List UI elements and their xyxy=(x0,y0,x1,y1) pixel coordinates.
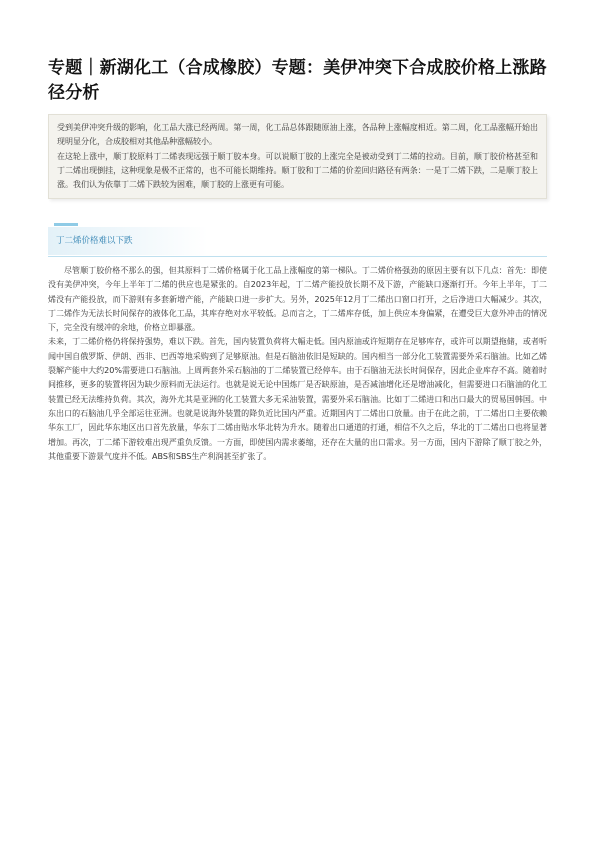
page-title: 专题｜新湖化工（合成橡胶）专题：美伊冲突下合成胶价格上涨路径分析 xyxy=(48,58,547,103)
summary-box xyxy=(48,114,547,199)
body-paragraph: 未来，丁二烯价格仍将保持强势，难以下跌。首先，国内装置负荷将大幅走低。国内原油或许短期存在足够库存，或许可以期望拖储，或者听闻中国自俄罗斯、伊朗、西非、巴西等地采购到了足够原油。但是石脑油依旧是短缺的。国内相当一部分化工装置需要外采石脑油。比如乙烯裂解产能中大约20%需要进口石脑油。上周两套外采石脑油的丁二烯装置已经停车。由于石脑油无法长时间保存，因此企业库存不高。随着时间推移，更多的装置将因为缺少原料而无法运行。也就是说无论中国炼厂是否缺原油，是否减油增化还是增油减化，但需要进口石脑油的化工装置已经无法维持负荷。其次，海外尤其是亚洲的化工装置大多无采油装置，需要外采石脑油。比如丁二烯进口和出口最大的贸易国韩国。中东出口的石脑油几乎全部运往亚洲。也就是说海外装置的降负近比国内严重。近期国内丁二烯出口放量。由于在此之前，丁二烯出口主要依赖华东工厂，因此华东地区出口首先放量，华东丁二烯由贴水华北转为升水。随着出口通道的打通，相信不久之后，华北的丁二烯出口也将显著增加。再次，丁二烯下游较难出现严重负反馈。一方面，即使国内需求萎缩，还存在大量的出口需求。另一方面，国内下游除了顺丁胶之外，其他重要下游景气度并不低。ABS和SBS生产利润甚至扩张了。 xyxy=(48,337,547,461)
section-heading: 丁二烯价格难以下跌 xyxy=(56,236,133,246)
summary-paragraph: 受到美伊冲突升级的影响，化工品大涨已经两周。第一周，化工品总体跟随原油上涨，各品种上涨幅度相近。第二周，化工品涨幅开始出现明显分化，合成胶相对其他品种涨幅较小。 xyxy=(57,123,538,147)
section-header xyxy=(48,222,547,258)
section-divider xyxy=(48,256,547,257)
section-accent-bar xyxy=(54,223,78,226)
article-body xyxy=(48,264,547,464)
summary-paragraph: 在这轮上涨中，顺丁胶原料丁二烯表现远强于顺丁胶本身。可以说顺丁胶的上涨完全是被动受到丁二烯的拉动。目前，顺丁胶价格甚至和丁二烯出现倒挂，这种现象是极不正常的，也不可能长期维持。顺丁胶和丁二烯的价差回归路径有两条：一是丁二烯下跌，二是顺丁胶上涨。我们认为依靠丁二烯下跌较为困难，顺丁胶的上涨更有可能。 xyxy=(57,151,538,190)
body-paragraph: 尽管顺丁胶价格不那么的强，但其原料丁二烯价格属于化工品上涨幅度的第一梯队。丁二烯价格强劲的原因主要有以下几点：首先：即使没有美伊冲突，今年上半年丁二烯的供应也是紧张的。自2023年起，丁二烯产能投放长期不及下游，产能缺口逐渐打开。今年上半年，丁二烯没有产能投放，而下游则有多套新增产能，产能缺口进一步扩大。另外，2025年12月丁二烯出口窗口打开，之后净进口大幅减少。其次，丁二烯作为无法长时间保存的液体化工品，其库存绝对水平较低。总而言之，丁二烯库存低，加上供应本身偏紧，在遭受巨大意外冲击的情况下，完全没有缓冲的余地，价格立即暴涨。 xyxy=(48,266,547,333)
